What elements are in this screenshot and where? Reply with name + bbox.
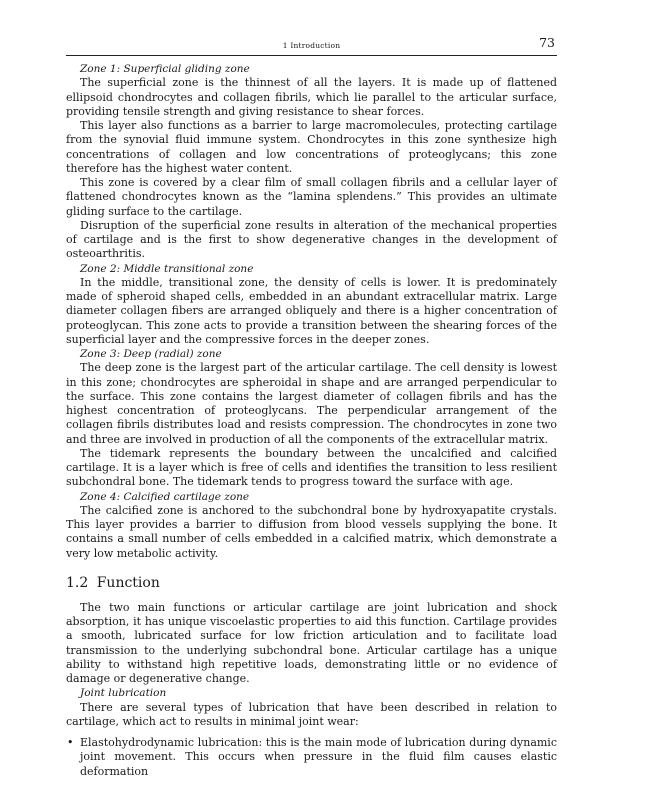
- section-heading: [66, 574, 557, 592]
- running-head: 1 Introduction: [282, 41, 341, 50]
- list-item-text: Elastohydrodynamic lubrication: this is the main mode of lubrication during dynamic joint movement. This occurs when pressure in the fluid film causes elastic deformation: [80, 736, 557, 778]
- bullet-icon: •: [67, 736, 74, 749]
- zone-1-paragraph-1: The superficial zone is the thinnest of all the layers. It is made up of flattened ellipsoid chondrocytes and collagen fibrils, which lie parallel to the articular surface, providing tensile strength and giving resistance to shear forces.: [66, 76, 557, 118]
- page-header: [66, 35, 557, 56]
- zone-1-paragraph-3: This zone is covered by a clear film of small collagen fibrils and a cellular layer of flattened chondrocytes known as the “lamina splendens.” This provides an ultimate gliding surface to the cartilage.: [66, 176, 557, 218]
- function-intro-paragraph: The two main functions or articular cartilage are joint lubrication and shock absorption, it has unique viscoelastic properties to aid this function. Cartilage provides a smooth, lubricated surface for low friction articulation and to facilitate load transmission to the underlying subchondral bone. Articular cartilage has a unique ability to withstand high repetitive loads, demonstrating little or no evidence of damage or degenerative change.: [66, 600, 557, 685]
- zone-1-paragraph-2: This layer also functions as a barrier to large macromolecules, protecting cartilage from the synovial fluid immune system. Chondrocytes in this zone synthesize high concentrations of collagen and low concentrations of proteoglycans; this zone therefore has the highest water content.: [66, 119, 557, 175]
- joint-lubrication-subheading: Joint lubrication: [80, 687, 167, 700]
- section-title: Function: [96, 574, 160, 591]
- page-body: [66, 62, 557, 779]
- joint-lubrication-intro-paragraph: There are several types of lubrication that have been described in relation to cartilage, which act to results in minimal joint wear:: [66, 700, 557, 728]
- zone-3-title: Zone 3: Deep (radial) zone: [80, 348, 222, 360]
- zone-2-section: [66, 262, 557, 348]
- zone-2-paragraph-1: In the middle, transitional zone, the density of cells is lower. It is predominately made of spheroid shaped cells, embedded in an abundant extracellular matrix. Large diameter collagen fibers are arranged obliquely and there is a higher concentration of proteoglycan. This zone acts to provide a transition between the shearing forces of the superficial layer and the compressive forces in the deeper zones.: [66, 275, 557, 346]
- zone-4-paragraph-1: The calcified zone is anchored to the subchondral bone by hydroxyapatite crystals. This layer provides a barrier to diffusion from blood vessels supplying the bone. It contains a small number of cells embedded in a calcified matrix, which demonstrate a very low metabolic activity.: [66, 503, 557, 560]
- section-number: 1.2: [66, 574, 89, 591]
- page-number: 73: [539, 35, 555, 50]
- zone-4-section: [66, 490, 557, 561]
- zone-4-title: Zone 4: Calcified cartilage zone: [80, 490, 250, 503]
- zone-1-section: [66, 62, 557, 262]
- zone-3-paragraph-1: The deep zone is the largest part of the articular cartilage. The cell density is lowest in this zone; chondrocytes are spheroidal in shape and are arranged perpendicular to the surface. This zone contains the largest diameter of collagen fibrils and has the highest concentration of proteoglycans. The perpendicular arrangement of the collagen fibrils distributes load and resists compression. The chondrocytes in zone two and three are involved in production of all the components of the extracellular matrix.: [66, 361, 557, 446]
- list-item: [66, 736, 557, 779]
- zone-3-section: [66, 347, 557, 490]
- zone-1-paragraph-4: Disruption of the superficial zone results in alteration of the mechanical properties of cartilage and is the first to show degenerative changes in the development of osteoarthritis.: [66, 218, 557, 261]
- zone-2-title: Zone 2: Middle transitional zone: [80, 262, 254, 275]
- zone-3-paragraph-2: The tidemark represents the boundary between the uncalcified and calcified cartilage. It is a layer which is free of cells and identifies the transition to less resilient subchondral bone. The tidemark tends to progress toward the surface with age.: [66, 446, 557, 489]
- lubrication-types-list: [66, 736, 557, 779]
- zone-1-title: Zone 1: Superficial gliding zone: [80, 63, 250, 75]
